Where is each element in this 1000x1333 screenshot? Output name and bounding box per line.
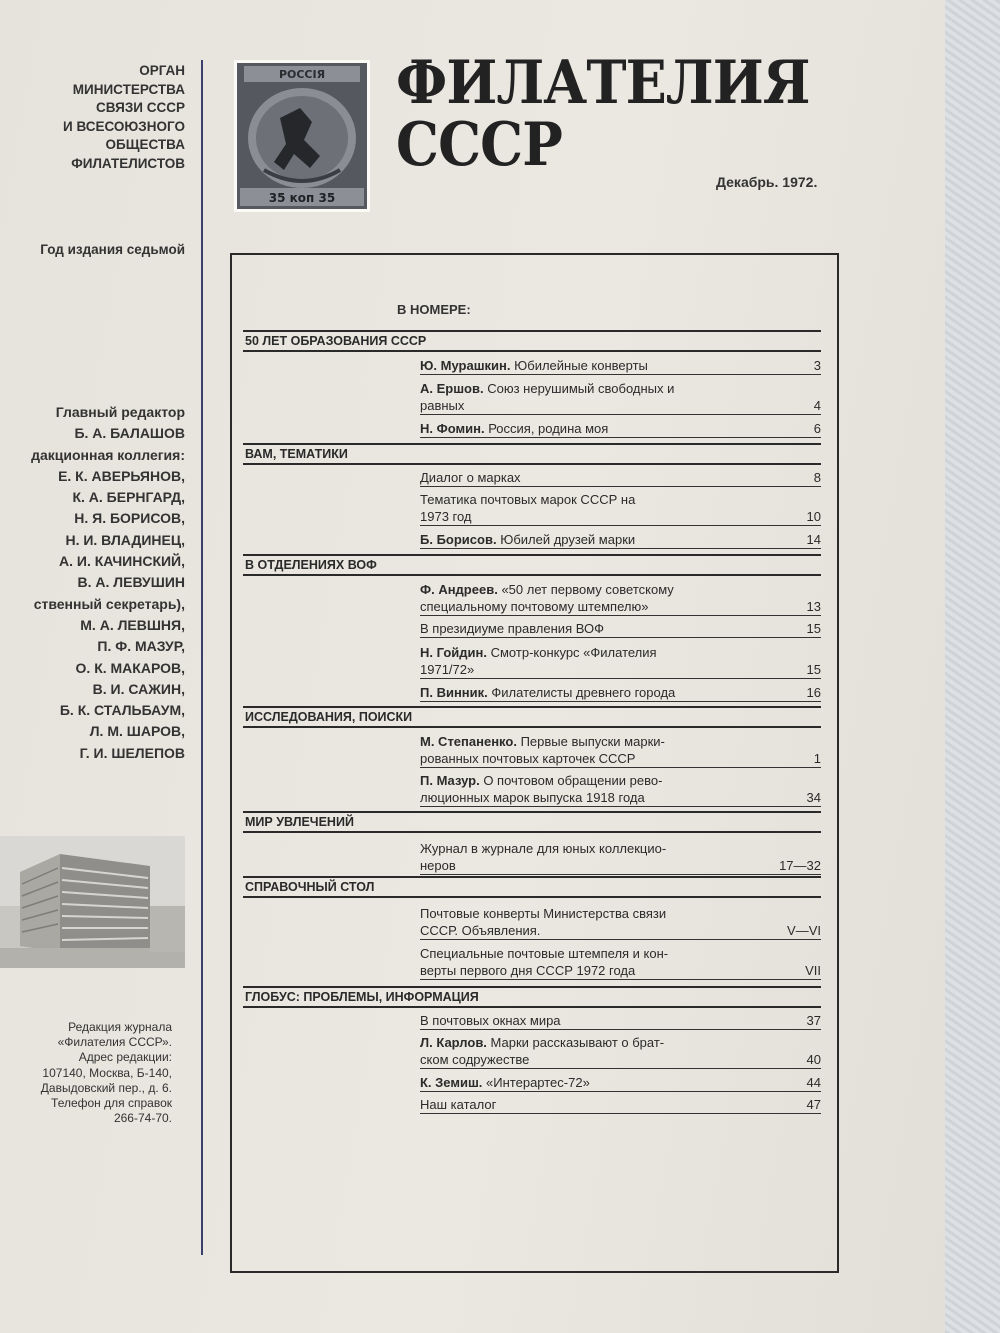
contents-entry bbox=[420, 420, 821, 438]
staff-line: К. А. БЕРНГАРД, bbox=[72, 489, 185, 506]
staff-line: дакционная коллегия: bbox=[31, 446, 185, 463]
entry-page: 47 bbox=[806, 1097, 821, 1112]
stamp-value-text: 35 коп 35 bbox=[268, 191, 336, 205]
issue-date: Декабрь. 1972. bbox=[716, 174, 818, 190]
entry-author: М. Степаненко. bbox=[420, 734, 517, 749]
entry-title: верты первого дня СССР 1972 года bbox=[420, 963, 636, 978]
organ-line: ОБЩЕСТВА bbox=[105, 137, 185, 152]
contents-entry bbox=[420, 469, 821, 487]
organ-line: МИНИСТЕРСТВА bbox=[72, 81, 185, 97]
entry-page: 4 bbox=[813, 398, 821, 413]
entry-page: 14 bbox=[806, 532, 821, 547]
entry-page: 34 bbox=[806, 790, 821, 805]
contents-entry bbox=[420, 380, 821, 415]
staff-line: Е. К. АВЕРЬЯНОВ, bbox=[58, 467, 185, 484]
section-heading: СПРАВОЧНЫЙ СТОЛ bbox=[243, 876, 821, 898]
contents-entry bbox=[420, 840, 821, 875]
staff-line: А. И. КАЧИНСКИЙ, bbox=[59, 553, 185, 570]
entry-title: неров bbox=[420, 858, 456, 873]
entry-title: Филателисты древнего города bbox=[491, 685, 676, 700]
contents-entry bbox=[420, 1074, 821, 1092]
section-heading: В ОТДЕЛЕНИЯХ ВОФ bbox=[243, 554, 821, 576]
contents-entry bbox=[420, 772, 821, 807]
entry-title: Журнал в журнале для юных коллекцио- bbox=[420, 841, 667, 856]
contents-entry bbox=[420, 1034, 821, 1069]
contents-entry bbox=[420, 491, 821, 526]
contents-entry bbox=[420, 581, 821, 616]
address-line: 107140, Москва, Б-140, bbox=[42, 1065, 172, 1080]
entry-page: 37 bbox=[806, 1013, 821, 1028]
organ-line: ФИЛАТЕЛИСТОВ bbox=[71, 155, 185, 171]
organ-line: И ВСЕСОЮЗНОГО bbox=[63, 118, 185, 134]
entry-page: 17—32 bbox=[779, 858, 821, 873]
contents-entry bbox=[420, 531, 821, 549]
entry-title: О почтовом обращении рево- bbox=[483, 773, 663, 788]
entry-title: 1973 год bbox=[420, 509, 472, 524]
year-note: Год издания седьмой bbox=[40, 242, 185, 257]
entry-title: Наш каталог bbox=[420, 1097, 497, 1112]
entry-title: В президиуме правления ВОФ bbox=[420, 621, 604, 636]
entry-title: специальному почтовому штемпелю» bbox=[420, 599, 649, 614]
entry-author: П. Мазур. bbox=[420, 773, 480, 788]
entry-title: «50 лет первому советскому bbox=[501, 582, 674, 597]
entry-author: Ф. Андреев. bbox=[420, 582, 498, 597]
entry-page: V—VI bbox=[787, 923, 821, 938]
entry-title: В почтовых окнах мира bbox=[420, 1013, 561, 1028]
entry-title: равных bbox=[420, 398, 465, 413]
entry-page: 10 bbox=[806, 509, 821, 524]
address-line: Телефон для справок bbox=[51, 1096, 172, 1111]
entry-title: Специальные почтовые штемпеля и кон- bbox=[420, 946, 669, 961]
entry-author: Н. Гойдин. bbox=[420, 645, 487, 660]
entry-page: 6 bbox=[813, 421, 821, 436]
address-line: Редакция журнала bbox=[68, 1020, 172, 1034]
staff-line: П. Ф. МАЗУР, bbox=[97, 638, 185, 655]
entry-page: 40 bbox=[806, 1052, 821, 1067]
entry-author: Б. Борисов. bbox=[420, 532, 497, 547]
staff-line: ственный секретарь), bbox=[33, 595, 185, 612]
address-line: Адрес редакции: bbox=[78, 1050, 172, 1065]
staff-line: О. К. МАКАРОВ, bbox=[75, 659, 185, 676]
staff-line: Главный редактор bbox=[55, 404, 185, 420]
entry-title: люционных марок выпуска 1918 года bbox=[420, 790, 645, 805]
entry-title: Марки рассказывают о брат- bbox=[490, 1035, 665, 1050]
staff-line: М. А. ЛЕВШНЯ, bbox=[80, 616, 185, 633]
contents-entry bbox=[420, 620, 821, 638]
contents-entry bbox=[420, 945, 821, 980]
background-cloth bbox=[945, 0, 1000, 1333]
contents-heading: В НОМЕРЕ: bbox=[397, 302, 471, 317]
contents-entry bbox=[420, 684, 821, 702]
contents-entry bbox=[420, 733, 821, 768]
entry-title: Тематика почтовых марок СССР на bbox=[420, 492, 636, 507]
contents-entry bbox=[420, 1012, 821, 1030]
building-photo bbox=[0, 836, 185, 968]
entry-page: 1 bbox=[813, 751, 821, 766]
staff-line: Л. М. ШАРОВ, bbox=[89, 723, 185, 740]
organ-line: ОРГАН bbox=[139, 63, 185, 78]
contents-entry bbox=[420, 1096, 821, 1114]
entry-page: 44 bbox=[806, 1075, 821, 1090]
staff-line: Б. А. БАЛАШОВ bbox=[74, 425, 185, 442]
section-heading: ГЛОБУС: ПРОБЛЕМЫ, ИНФОРМАЦИЯ bbox=[243, 986, 821, 1008]
title-line-1: ФИЛАТЕЛИЯ bbox=[396, 48, 810, 118]
entry-title: рованных почтовых карточек СССР bbox=[420, 751, 636, 766]
contents-entry bbox=[420, 357, 821, 375]
entry-title: ском содружестве bbox=[420, 1052, 530, 1067]
stamp-image bbox=[234, 60, 370, 212]
entry-title: Союз нерушимый свободных и bbox=[487, 381, 675, 396]
entry-author: К. Земиш. bbox=[420, 1075, 483, 1090]
contents-entry bbox=[420, 644, 821, 679]
stamp-top-text: РОССIЯ bbox=[278, 68, 326, 81]
address-line: «Филателия СССР». bbox=[57, 1035, 172, 1050]
staff-line: В. И. САЖИН, bbox=[92, 680, 185, 697]
staff-line: Г. И. ШЕЛЕПОВ bbox=[79, 744, 185, 761]
section-heading: МИР УВЛЕЧЕНИЙ bbox=[243, 811, 821, 833]
title-line-2: СССР bbox=[396, 110, 562, 180]
entry-page: 15 bbox=[806, 621, 821, 636]
entry-title: «Интерартес-72» bbox=[486, 1075, 590, 1090]
entry-author: П. Винник. bbox=[420, 685, 488, 700]
entry-title: Почтовые конверты Министерства связи bbox=[420, 906, 667, 921]
editorial-address bbox=[41, 1020, 172, 1126]
entry-page: 8 bbox=[813, 470, 821, 485]
entry-title: Юбилей друзей марки bbox=[500, 532, 636, 547]
entry-title: 1971/72» bbox=[420, 662, 475, 677]
entry-title: Россия, родина моя bbox=[488, 421, 609, 436]
staff-line: Б. К. СТАЛЬБАУМ, bbox=[59, 702, 185, 719]
entry-author: Ю. Мурашкин. bbox=[420, 358, 511, 373]
entry-title: Первые выпуски марки- bbox=[520, 734, 665, 749]
entry-title: Юбилейные конверты bbox=[514, 358, 648, 373]
magazine-title bbox=[396, 48, 810, 180]
entry-author: Л. Карлов. bbox=[420, 1035, 487, 1050]
entry-title: Смотр-конкурс «Филателия bbox=[490, 645, 657, 660]
address-line: 266-74-70. bbox=[113, 1111, 172, 1126]
contents-entry bbox=[420, 905, 821, 940]
section-heading: ИССЛЕДОВАНИЯ, ПОИСКИ bbox=[243, 706, 821, 728]
entry-page: VII bbox=[805, 963, 821, 978]
entry-author: Н. Фомин. bbox=[420, 421, 485, 436]
staff-line: В. А. ЛЕВУШИН bbox=[77, 574, 185, 591]
staff-line: Н. Я. БОРИСОВ, bbox=[74, 510, 185, 527]
column-divider bbox=[201, 60, 203, 1255]
entry-title: Диалог о марках bbox=[420, 470, 521, 485]
organ-line: СВЯЗИ СССР bbox=[95, 100, 185, 115]
section-heading: ВАМ, ТЕМАТИКИ bbox=[243, 443, 821, 465]
editorial-staff bbox=[31, 402, 185, 764]
address-line: Давыдовский пер., д. 6. bbox=[40, 1080, 172, 1095]
entry-page: 16 bbox=[806, 685, 821, 700]
entry-page: 3 bbox=[813, 358, 821, 373]
entry-page: 15 bbox=[806, 662, 821, 677]
section-heading: 50 ЛЕТ ОБРАЗОВАНИЯ СССР bbox=[243, 330, 821, 352]
publisher-block bbox=[63, 62, 185, 173]
entry-author: А. Ершов. bbox=[420, 381, 484, 396]
entry-page: 13 bbox=[806, 599, 821, 614]
entry-title: СССР. Объявления. bbox=[420, 923, 541, 938]
staff-line: Н. И. ВЛАДИНЕЦ, bbox=[65, 531, 185, 548]
